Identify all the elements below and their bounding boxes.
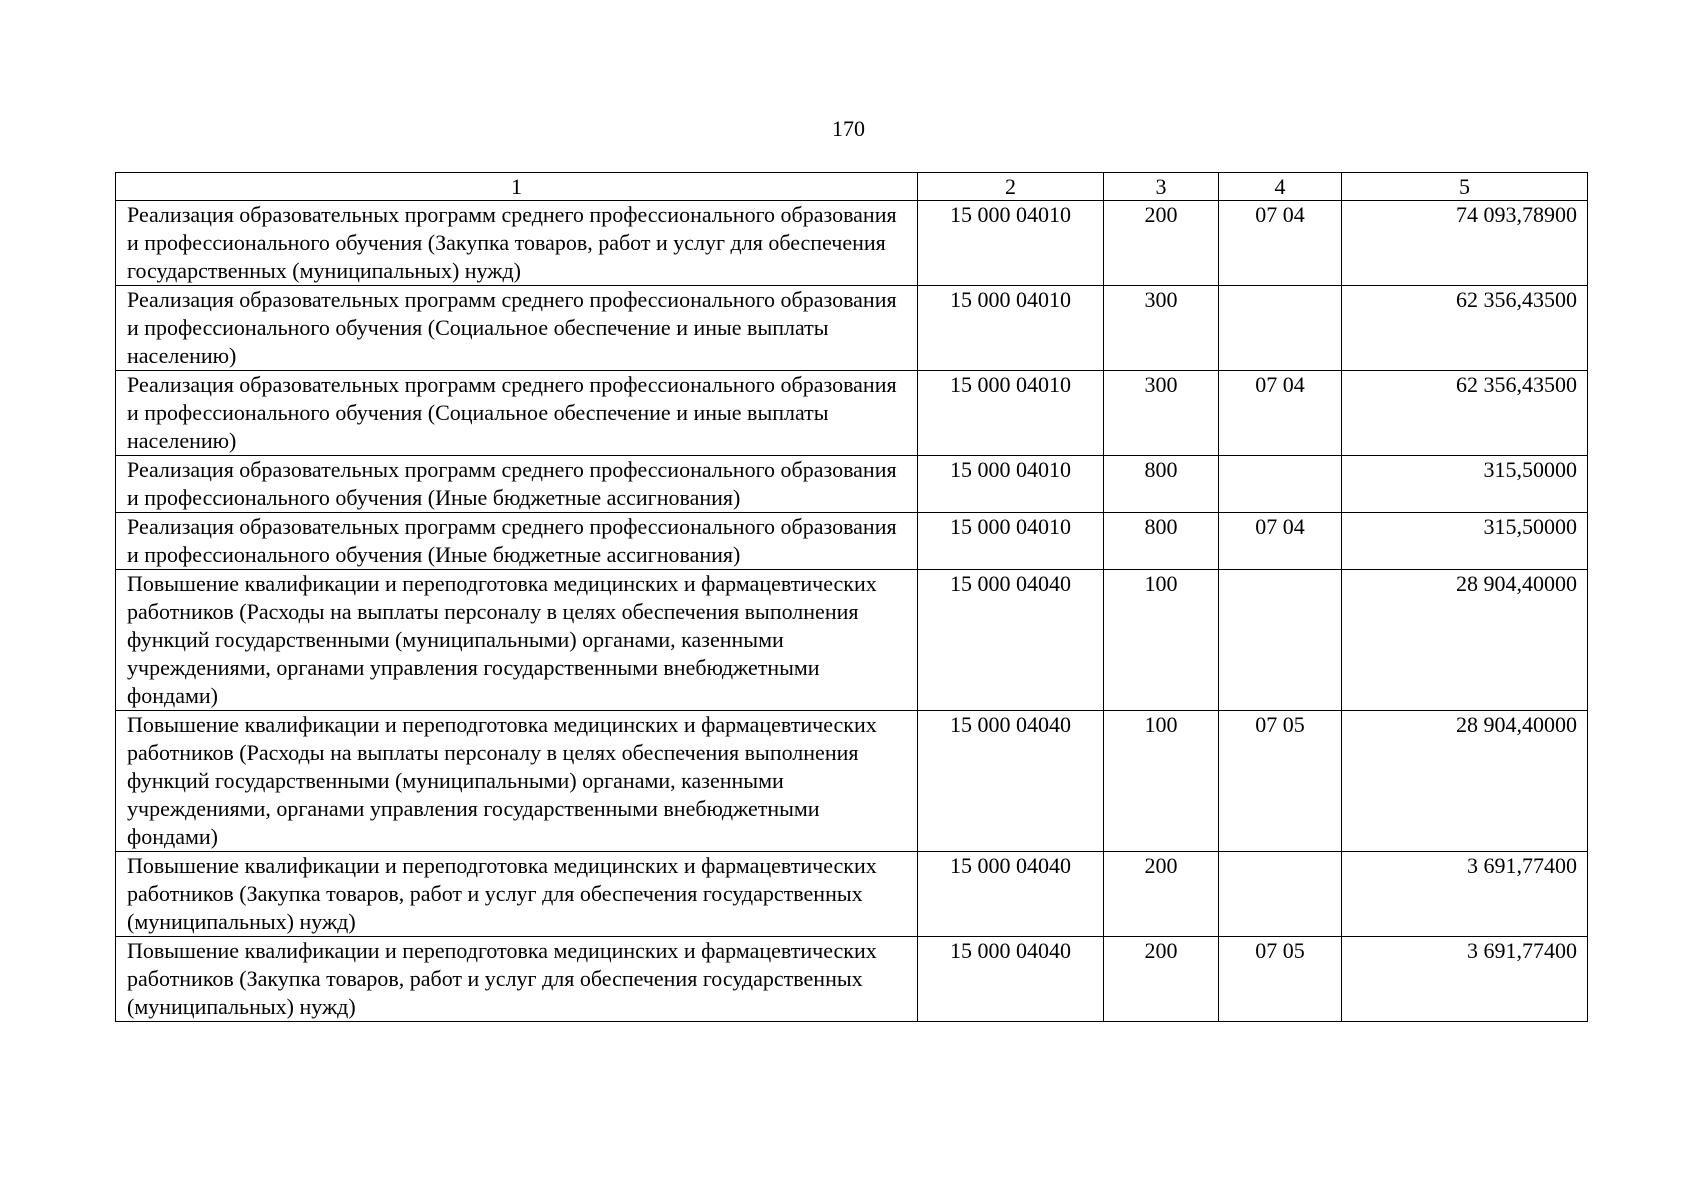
table-row [116, 570, 1588, 711]
column-header-1: 1 [116, 173, 918, 201]
row-name-cell: Реализация образовательных программ среднего профессионального образования и профессионального обучения (Социальное обеспечение и иные выплаты населению) [116, 286, 918, 371]
table-row [116, 371, 1588, 456]
row-section-cell: 07 05 [1219, 711, 1342, 852]
row-section-cell: 07 04 [1219, 513, 1342, 570]
row-code-cell: 15 000 04010 [918, 286, 1104, 371]
row-sum-cell: 3 691,77400 [1342, 852, 1588, 937]
table-row [116, 513, 1588, 570]
row-sum-cell: 28 904,40000 [1342, 711, 1588, 852]
column-header-2: 2 [918, 173, 1104, 201]
row-code-cell: 15 000 04010 [918, 201, 1104, 286]
row-section-cell [1219, 852, 1342, 937]
row-type-cell: 100 [1104, 570, 1219, 711]
row-code-cell: 15 000 04040 [918, 937, 1104, 1022]
page-number: 170 [832, 116, 865, 141]
table-row [116, 852, 1588, 937]
row-sum-cell: 28 904,40000 [1342, 570, 1588, 711]
row-name-cell: Повышение квалификации и переподготовка медицинских и фармацевтических работников (Расходы на выплаты персоналу в целях обеспечения выполнения функций государственными (муниципальными) органами, казенными учреждениями, органами управления государственными внебюджетными фондами) [116, 570, 918, 711]
row-code-cell: 15 000 04010 [918, 513, 1104, 570]
row-name-cell: Реализация образовательных программ среднего профессионального образования и профессионального обучения (Закупка товаров, работ и услуг для обеспечения государственных (муниципальных) нужд) [116, 201, 918, 286]
row-sum-cell: 3 691,77400 [1342, 937, 1588, 1022]
row-sum-cell: 62 356,43500 [1342, 371, 1588, 456]
row-type-cell: 300 [1104, 371, 1219, 456]
table-row [116, 937, 1588, 1022]
table-row [116, 711, 1588, 852]
row-section-cell: 07 05 [1219, 937, 1342, 1022]
table-row [116, 201, 1588, 286]
row-code-cell: 15 000 04010 [918, 371, 1104, 456]
column-header-4: 4 [1219, 173, 1342, 201]
row-type-cell: 300 [1104, 286, 1219, 371]
row-name-cell: Реализация образовательных программ среднего профессионального образования и профессионального обучения (Иные бюджетные ассигнования) [116, 513, 918, 570]
table-row [116, 456, 1588, 513]
row-section-cell [1219, 456, 1342, 513]
row-code-cell: 15 000 04040 [918, 570, 1104, 711]
row-type-cell: 100 [1104, 711, 1219, 852]
row-type-cell: 200 [1104, 937, 1219, 1022]
column-header-5: 5 [1342, 173, 1588, 201]
row-section-cell: 07 04 [1219, 371, 1342, 456]
row-section-cell [1219, 570, 1342, 711]
row-sum-cell: 315,50000 [1342, 513, 1588, 570]
row-sum-cell: 315,50000 [1342, 456, 1588, 513]
row-type-cell: 800 [1104, 513, 1219, 570]
row-name-cell: Реализация образовательных программ среднего профессионального образования и профессионального обучения (Иные бюджетные ассигнования) [116, 456, 918, 513]
row-type-cell: 200 [1104, 201, 1219, 286]
column-header-3: 3 [1104, 173, 1219, 201]
row-type-cell: 200 [1104, 852, 1219, 937]
row-sum-cell: 74 093,78900 [1342, 201, 1588, 286]
row-name-cell: Повышение квалификации и переподготовка медицинских и фармацевтических работников (Закупка товаров, работ и услуг для обеспечения государственных (муниципальных) нужд) [116, 937, 918, 1022]
row-name-cell: Повышение квалификации и переподготовка медицинских и фармацевтических работников (Расходы на выплаты персоналу в целях обеспечения выполнения функций государственными (муниципальными) органами, казенными учреждениями, органами управления государственными внебюджетными фондами) [116, 711, 918, 852]
header-row [116, 173, 1588, 201]
row-sum-cell: 62 356,43500 [1342, 286, 1588, 371]
row-name-cell: Реализация образовательных программ среднего профессионального образования и профессионального обучения (Социальное обеспечение и иные выплаты населению) [116, 371, 918, 456]
row-name-cell: Повышение квалификации и переподготовка медицинских и фармацевтических работников (Закупка товаров, работ и услуг для обеспечения государственных (муниципальных) нужд) [116, 852, 918, 937]
row-type-cell: 800 [1104, 456, 1219, 513]
row-section-cell: 07 04 [1219, 201, 1342, 286]
table-row [116, 286, 1588, 371]
row-code-cell: 15 000 04010 [918, 456, 1104, 513]
budget-table [115, 172, 1588, 1022]
row-code-cell: 15 000 04040 [918, 711, 1104, 852]
row-section-cell [1219, 286, 1342, 371]
row-code-cell: 15 000 04040 [918, 852, 1104, 937]
